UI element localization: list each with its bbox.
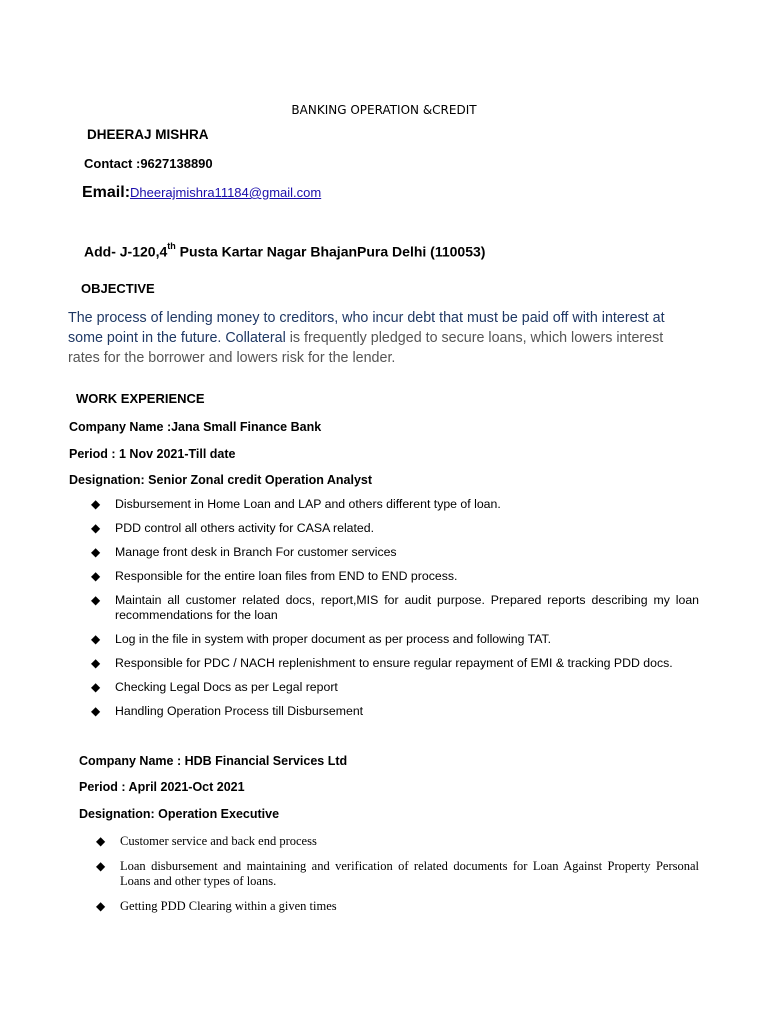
objective-part-1: The process of lending money to creditors, who incur debt that must be paid off with interest at some point in the future. Collateral [68, 310, 665, 346]
job-1-company: Company Name :Jana Small Finance Bank [69, 420, 322, 434]
job-2-designation: Designation: Operation Executive [79, 807, 280, 821]
list-item: ◆ Responsible for PDC / NACH replenishment to ensure regular repayment of EMI & tracking PDD docs. [91, 656, 673, 670]
job-2-company: Company Name : HDB Financial Services Ltd [79, 754, 348, 768]
address-rest: Pusta Kartar Nagar BhajanPura Delhi (110053) [175, 243, 486, 260]
email-link[interactable]: Dheerajmishra11184@gmail.com [130, 185, 322, 200]
objective-part-2: is frequently pledged to secure loans, which lowers interest rates for the borrower and lowers risk for the lender. [68, 330, 664, 366]
diamond-bullet-icon: ◆ [91, 680, 101, 694]
list-item: ◆ Disbursement in Home Loan and LAP and others different type of loan. [91, 497, 501, 511]
diamond-bullet-icon: ◆ [91, 656, 101, 670]
contact-number: Contact :9627138890 [84, 156, 213, 171]
job-2-duties [96, 834, 699, 924]
address [84, 243, 485, 260]
diamond-bullet-icon: ◆ [96, 859, 106, 873]
address-prefix: Add- J-120,4 [84, 243, 168, 260]
candidate-name: DHEERAJ MISHRA [87, 127, 209, 142]
diamond-bullet-icon: ◆ [91, 593, 101, 607]
job-1-designation: Designation: Senior Zonal credit Operation Analyst [69, 473, 373, 487]
email-row [82, 184, 321, 202]
job-2-period: Period : April 2021-Oct 2021 [79, 780, 245, 794]
list-item: ◆ Getting PDD Clearing within a given times [96, 899, 337, 913]
list-item: ◆ Maintain all customer related docs, report,MIS for audit purpose. Prepared reports describing my loan recommendations for the loan [91, 593, 699, 622]
email-label: Email: [82, 184, 131, 201]
objective-heading: OBJECTIVE [81, 281, 155, 296]
job-1-duties [91, 497, 699, 728]
list-item: ◆ Handling Operation Process till Disbursement [91, 704, 364, 718]
address-superscript: th [167, 241, 176, 251]
diamond-bullet-icon: ◆ [96, 834, 106, 848]
list-item: ◆ Customer service and back end process [96, 834, 317, 848]
diamond-bullet-icon: ◆ [91, 497, 101, 511]
list-item: ◆ Log in the file in system with proper document as per process and following TAT. [91, 632, 552, 646]
diamond-bullet-icon: ◆ [91, 632, 101, 646]
diamond-bullet-icon: ◆ [91, 569, 101, 583]
list-item: ◆ Responsible for the entire loan files from END to END process. [91, 569, 458, 583]
diamond-bullet-icon: ◆ [91, 545, 101, 559]
document-title: BANKING OPERATION &CREDIT [291, 103, 477, 117]
list-item: ◆ Checking Legal Docs as per Legal report [91, 680, 338, 694]
diamond-bullet-icon: ◆ [91, 704, 101, 718]
job-1-period: Period : 1 Nov 2021-Till date [69, 447, 236, 461]
work-experience-heading: WORK EXPERIENCE [76, 391, 205, 406]
diamond-bullet-icon: ◆ [91, 521, 101, 535]
diamond-bullet-icon: ◆ [96, 899, 106, 913]
list-item: ◆ Manage front desk in Branch For customer services [91, 545, 397, 559]
list-item: ◆ PDD control all others activity for CASA related. [91, 521, 375, 535]
objective-text [68, 308, 698, 368]
list-item: ◆ Loan disbursement and maintaining and verification of related documents for Loan Against Property Personal Loans and other types of loans. [96, 859, 699, 888]
